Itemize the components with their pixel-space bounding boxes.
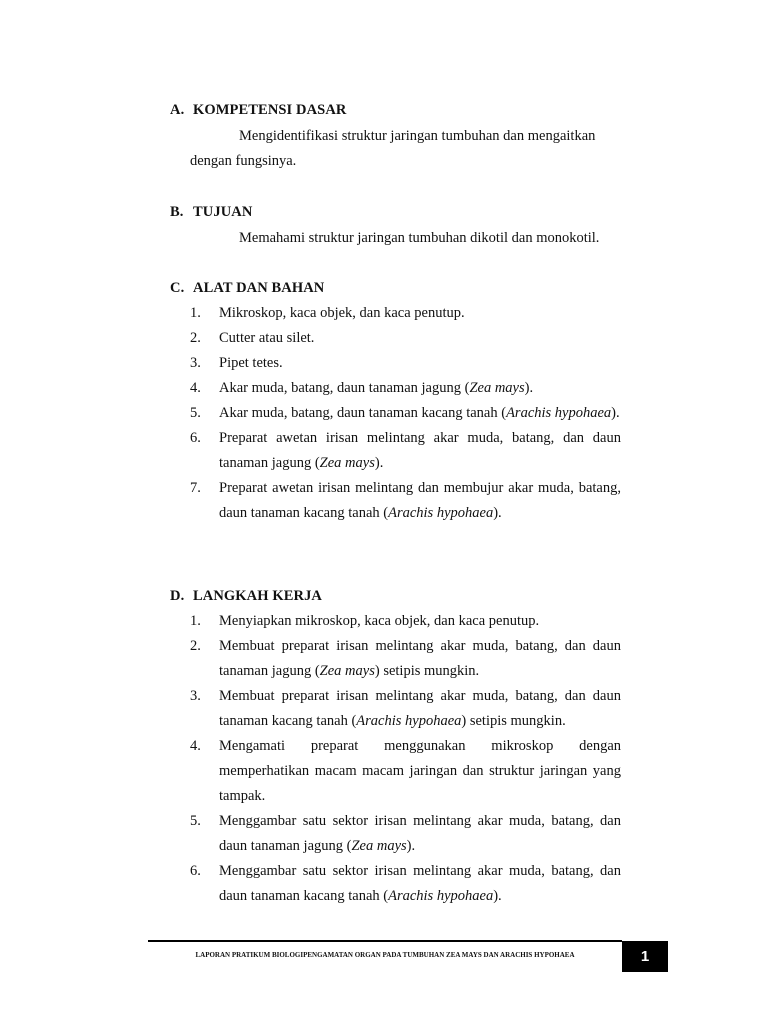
list-item-text: Mikroskop, kaca objek, dan kaca penutup. bbox=[219, 305, 465, 321]
section-a-line1: Mengidentifikasi struktur jaringan tumbuhan dan mengaitkan bbox=[239, 128, 596, 144]
list-item bbox=[190, 734, 621, 809]
scientific-name: Zea mays bbox=[319, 663, 375, 679]
scientific-name: Arachis hypohaea bbox=[388, 888, 494, 904]
list-item bbox=[190, 351, 621, 376]
list-item-number: 5. bbox=[190, 813, 201, 829]
list-item bbox=[190, 809, 621, 859]
list-item-number: 2. bbox=[190, 330, 201, 346]
list-item bbox=[190, 634, 621, 684]
footer-divider bbox=[148, 940, 622, 942]
list-item-number: 4. bbox=[190, 738, 201, 754]
list-item bbox=[190, 426, 621, 476]
list-item-text-pre: Preparat awetan irisan melintang akar muda, batang, dan daun tanaman jagung ( bbox=[219, 430, 621, 471]
scientific-name: Zea mays bbox=[319, 455, 375, 471]
list-item-text-pre: Menggambar satu sektor irisan melintang akar muda, batang, dan daun tanaman jagung ( bbox=[219, 813, 621, 854]
list-item-text-post: ). bbox=[374, 455, 384, 471]
list-item bbox=[190, 376, 621, 401]
scientific-name: Arachis hypohaea bbox=[506, 405, 612, 421]
list-item-text: Mengamati preparat menggunakan mikroskop dengan memperhatikan macam macam jaringan dan struktur jaringan yang tampak. bbox=[219, 738, 621, 804]
list-item-number: 6. bbox=[190, 430, 201, 446]
list-item bbox=[190, 609, 621, 634]
list-item-text: Menyiapkan mikroskop, kaca objek, dan kaca penutup. bbox=[219, 613, 540, 629]
scientific-name: Zea mays bbox=[469, 380, 525, 396]
list-item bbox=[190, 684, 621, 734]
list-item bbox=[190, 326, 621, 351]
section-c-heading bbox=[170, 280, 324, 297]
section-c-letter: C. bbox=[170, 280, 185, 296]
section-c-title: ALAT DAN BAHAN bbox=[193, 280, 325, 296]
section-d-heading bbox=[170, 588, 322, 605]
list-item-number: 1. bbox=[190, 305, 201, 321]
list-item-text-post: ). bbox=[406, 838, 416, 854]
list-item-number: 3. bbox=[190, 688, 201, 704]
list-item-text: Pipet tetes. bbox=[219, 355, 283, 371]
list-item bbox=[190, 859, 621, 909]
list-item-text-post: ). bbox=[611, 405, 620, 421]
section-b-letter: B. bbox=[170, 204, 184, 220]
steps-list bbox=[190, 609, 621, 909]
list-item bbox=[190, 476, 621, 526]
list-item-text-pre: Membuat preparat irisan melintang akar muda, batang, dan daun tanaman kacang tanah ( bbox=[219, 688, 621, 729]
section-d-title: LANGKAH KERJA bbox=[193, 588, 322, 604]
list-item-text-pre: Akar muda, batang, daun tanaman jagung ( bbox=[219, 380, 470, 396]
section-b-heading bbox=[170, 204, 252, 221]
section-b-title: TUJUAN bbox=[193, 204, 253, 220]
list-item-number: 7. bbox=[190, 480, 201, 496]
page-number: 1 bbox=[622, 941, 668, 972]
section-d-letter: D. bbox=[170, 588, 185, 604]
list-item-text-post: ). bbox=[524, 380, 534, 396]
list-item bbox=[190, 401, 621, 426]
section-b-text: Memahami struktur jaringan tumbuhan dikotil dan monokotil. bbox=[239, 230, 600, 246]
list-item-number: 5. bbox=[190, 405, 201, 421]
materials-list bbox=[190, 301, 621, 526]
list-item-number: 2. bbox=[190, 638, 201, 654]
footer-title: LAPORAN PRATIKUM BIOLOGIPENGAMATAN ORGAN PADA TUMBUHAN ZEA MAYS DAN ARACHIS HYPOHAEA bbox=[195, 951, 575, 959]
list-item-text-pre: Preparat awetan irisan melintang dan membujur akar muda, batang, daun tanaman kacang tanah ( bbox=[219, 480, 621, 521]
list-item bbox=[190, 301, 621, 326]
section-a-line2: dengan fungsinya. bbox=[190, 153, 297, 169]
scientific-name: Arachis hypohaea bbox=[388, 505, 494, 521]
list-item-number: 3. bbox=[190, 355, 201, 371]
list-item-text-pre: Akar muda, batang, daun tanaman kacang tanah ( bbox=[219, 405, 507, 421]
section-a-title: KOMPETENSI DASAR bbox=[193, 102, 347, 118]
list-item-text: Cutter atau silet. bbox=[219, 330, 315, 346]
scientific-name: Zea mays bbox=[351, 838, 407, 854]
list-item-text-post: ) setipis mungkin. bbox=[461, 713, 566, 729]
list-item-text-pre: Menggambar satu sektor irisan melintang akar muda, batang, dan daun tanaman kacang tanah ( bbox=[219, 863, 621, 904]
section-a-letter: A. bbox=[170, 102, 185, 118]
list-item-text-post: ). bbox=[493, 505, 502, 521]
list-item-text-post: ) setipis mungkin. bbox=[374, 663, 480, 679]
scientific-name: Arachis hypohaea bbox=[356, 713, 462, 729]
list-item-number: 1. bbox=[190, 613, 201, 629]
list-item-text-post: ). bbox=[493, 888, 502, 904]
section-a-heading bbox=[170, 102, 346, 119]
list-item-number: 4. bbox=[190, 380, 201, 396]
list-item-text-pre: Membuat preparat irisan melintang akar muda, batang, dan daun tanaman jagung ( bbox=[219, 638, 621, 679]
list-item-number: 6. bbox=[190, 863, 201, 879]
